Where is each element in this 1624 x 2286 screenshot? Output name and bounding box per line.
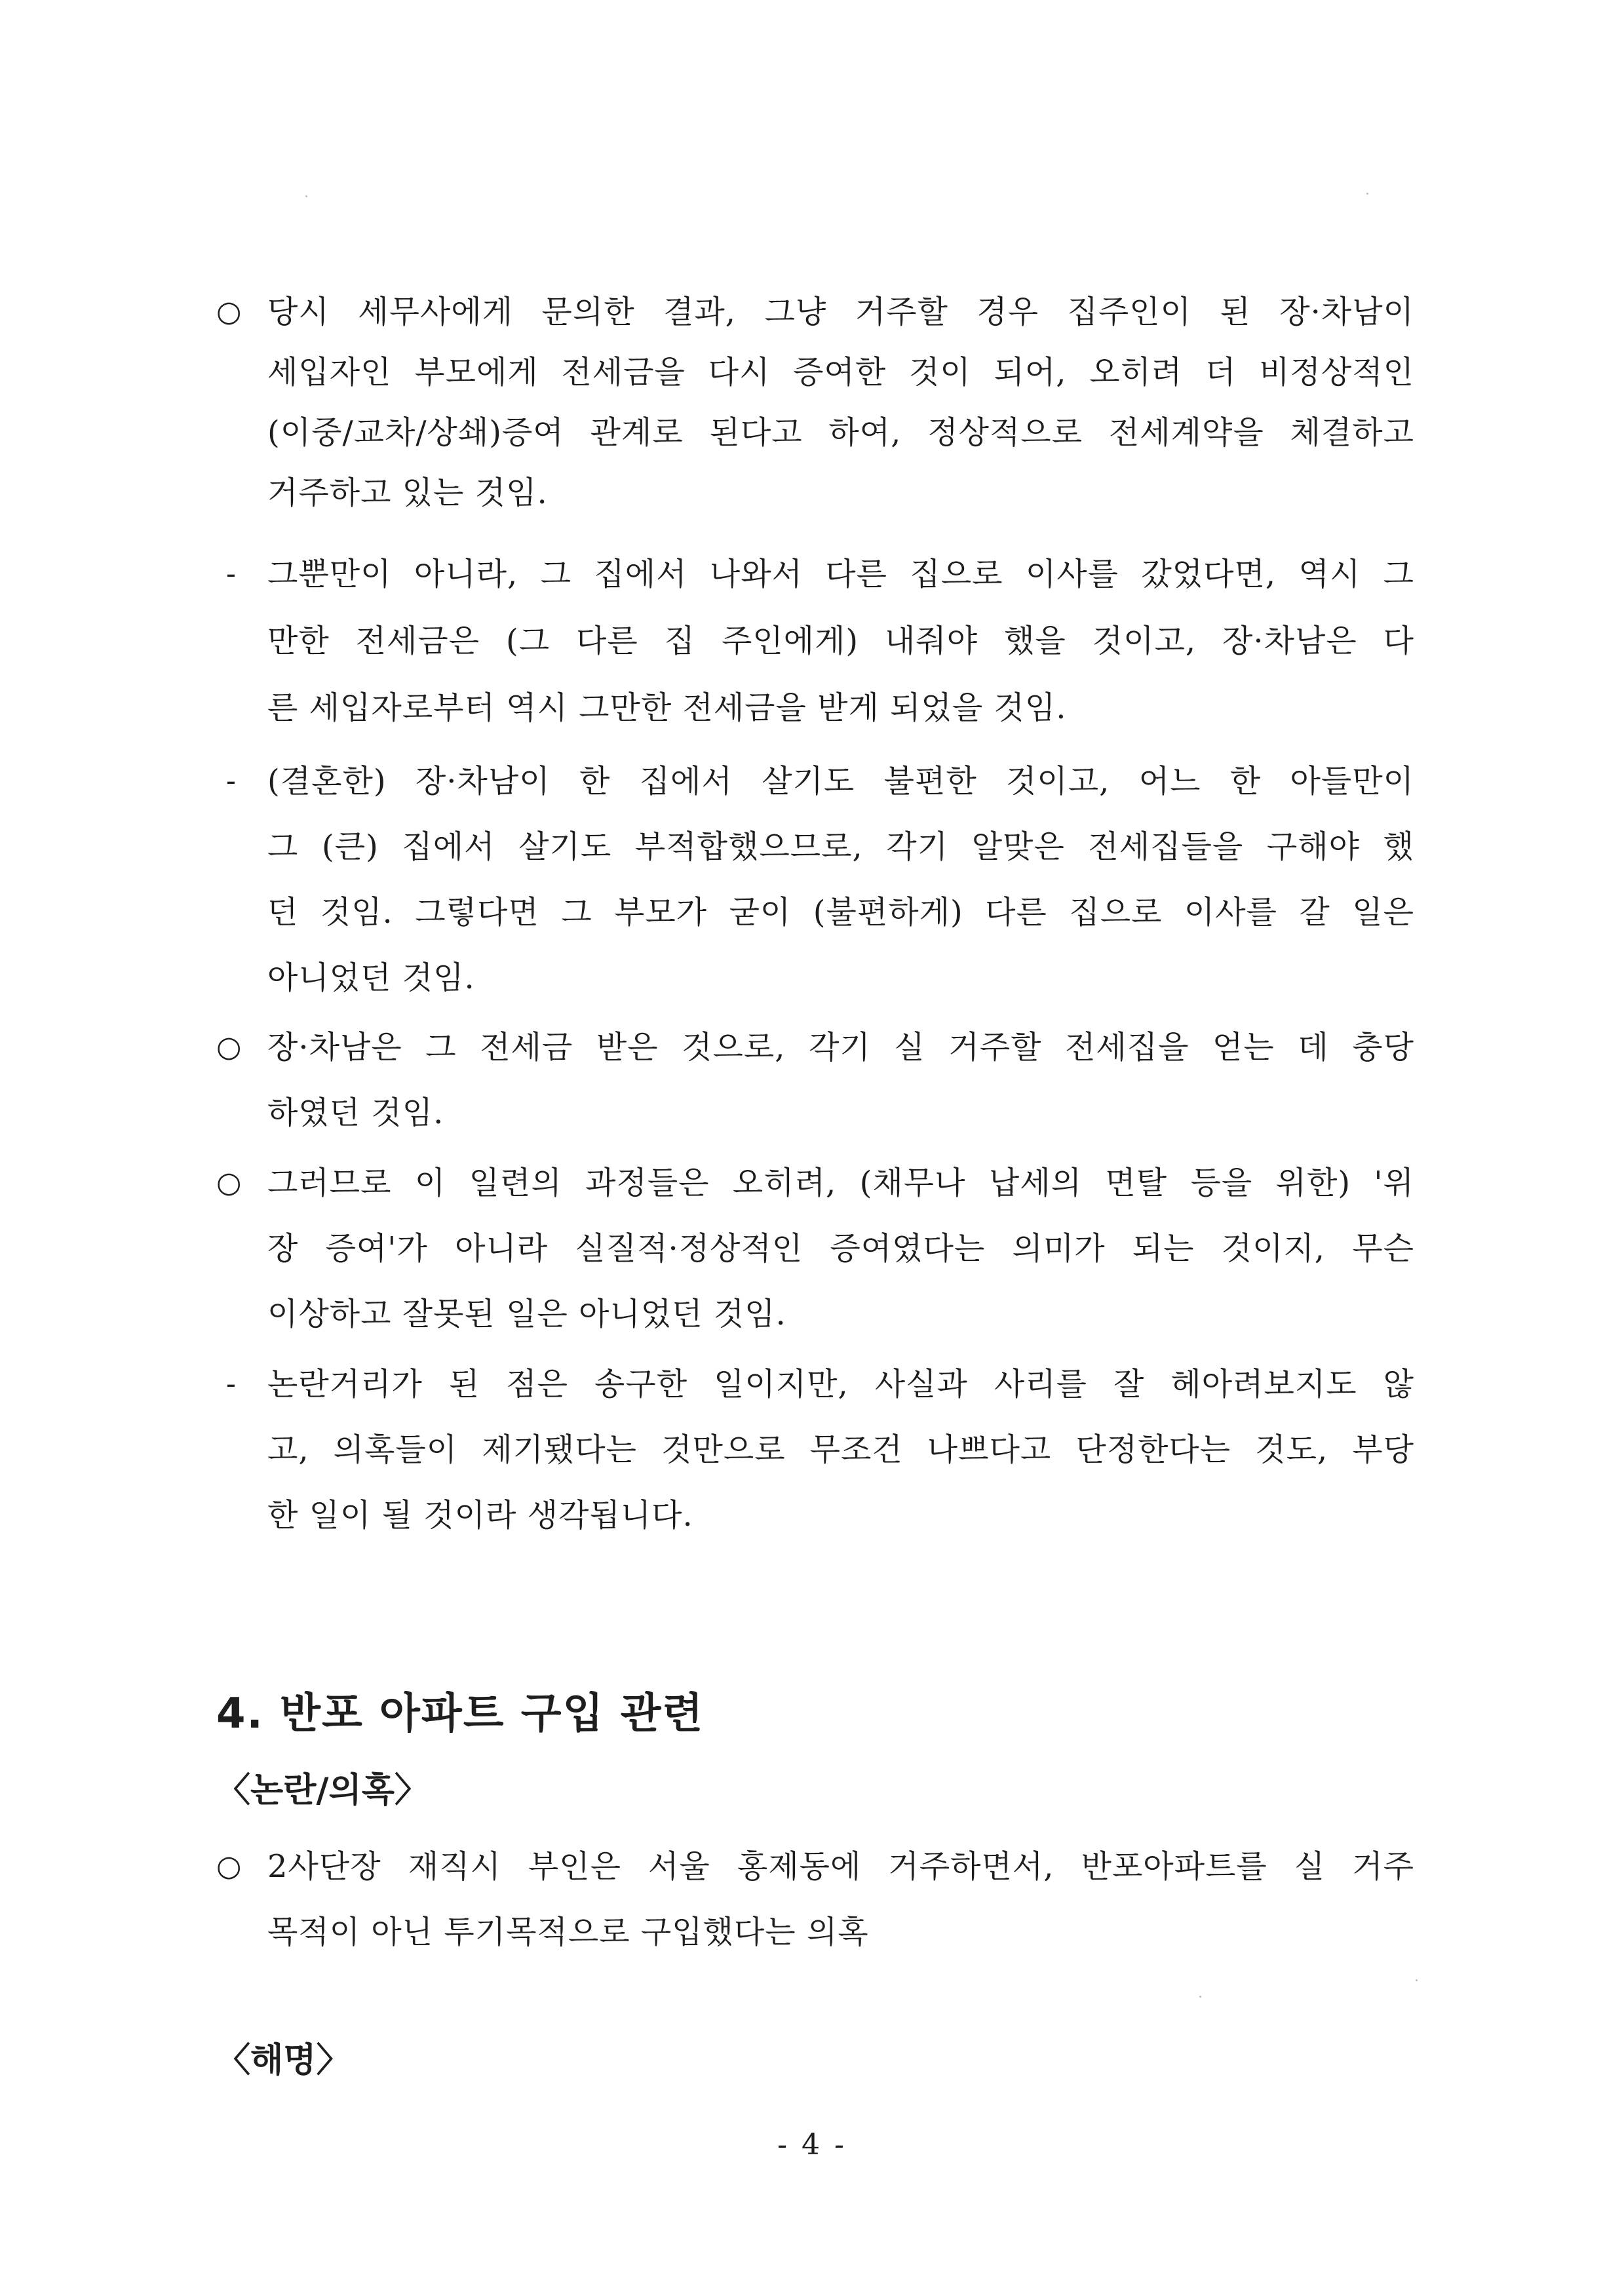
body-line: 한 일이 될 것이라 생각됩니다. <box>267 1497 693 1534</box>
scan-speck <box>1199 1996 1201 1998</box>
page-number: - 4 - <box>777 2128 847 2161</box>
body-line: (이중/교차/상쇄)증여 관계로 된다고 하여, 정상적으로 전세계약을 체결하고 <box>267 414 1414 451</box>
dash-bullet: - <box>226 764 236 798</box>
circle-bullet: ○ <box>216 1030 242 1064</box>
body-line: 장 증여'가 아니라 실질적·정상적인 증여였다는 의미가 되는 것이지, 무슨 <box>267 1230 1414 1267</box>
explanation-label: 〈해명〉 <box>216 2041 351 2080</box>
body-line: 른 세입자로부터 역시 그만한 전세금을 받게 되었을 것임. <box>267 689 1067 726</box>
dash-bullet: - <box>226 1367 236 1401</box>
body-line: 그러므로 이 일련의 과정들은 오히려, (채무나 납세의 면탈 등을 위한) '위 <box>267 1165 1414 1201</box>
body-line: 장·차남은 그 전세금 받은 것으로, 각기 실 거주할 전세집을 얻는 데 충당 <box>267 1029 1414 1066</box>
body-line: 거주하고 있는 것임. <box>267 475 548 511</box>
circle-bullet: ○ <box>216 295 242 328</box>
body-line: 던 것임. 그렇다면 그 부모가 굳이 (불편하게) 다른 집으로 이사를 갈 일은 <box>267 894 1414 931</box>
circle-bullet: ○ <box>216 1850 242 1883</box>
body-line: 고, 의혹들이 제기됐다는 것만으로 무조건 나쁘다고 단정한다는 것도, 부당 <box>267 1431 1414 1468</box>
body-line: 그 (큰) 집에서 살기도 부적합했으므로, 각기 알맞은 전세집들을 구해야 했 <box>267 828 1414 865</box>
body-line: 이상하고 잘못된 일은 아니었던 것임. <box>267 1296 786 1332</box>
section-heading: 4. 반포 아파트 구입 관련 <box>216 1690 705 1738</box>
circle-bullet: ○ <box>216 1166 242 1199</box>
controversy-label: 〈논란/의혹〉 <box>216 1771 429 1810</box>
body-line: 당시 세무사에게 문의한 결과, 그냥 거주할 경우 집주인이 된 장·차남이 <box>267 294 1414 330</box>
body-line: 목적이 아닌 투기목적으로 구입했다는 의혹 <box>267 1914 869 1950</box>
scan-speck <box>1366 193 1368 195</box>
body-line: (결혼한) 장·차남이 한 집에서 살기도 불편한 것이고, 어느 한 아들만이 <box>267 763 1414 800</box>
body-line: 논란거리가 된 점은 송구한 일이지만, 사실과 사리를 잘 헤아려보지도 않 <box>267 1366 1414 1403</box>
body-line: 만한 전세금은 (그 다른 집 주인에게) 내줘야 했을 것이고, 장·차남은 다 <box>267 623 1414 659</box>
body-line: 세입자인 부모에게 전세금을 다시 증여한 것이 되어, 오히려 더 비정상적인 <box>267 354 1414 391</box>
body-line: 아니었던 것임. <box>267 959 475 996</box>
scan-speck <box>1416 1979 1418 1981</box>
body-line: 그뿐만이 아니라, 그 집에서 나와서 다른 집으로 이사를 갔었다면, 역시 그 <box>267 556 1414 592</box>
body-line: 하였던 것임. <box>267 1095 444 1131</box>
scan-speck <box>305 195 307 197</box>
body-line: 2사단장 재직시 부인은 서울 홍제동에 거주하면서, 반포아파트를 실 거주 <box>267 1848 1414 1885</box>
dash-bullet: - <box>226 557 236 591</box>
